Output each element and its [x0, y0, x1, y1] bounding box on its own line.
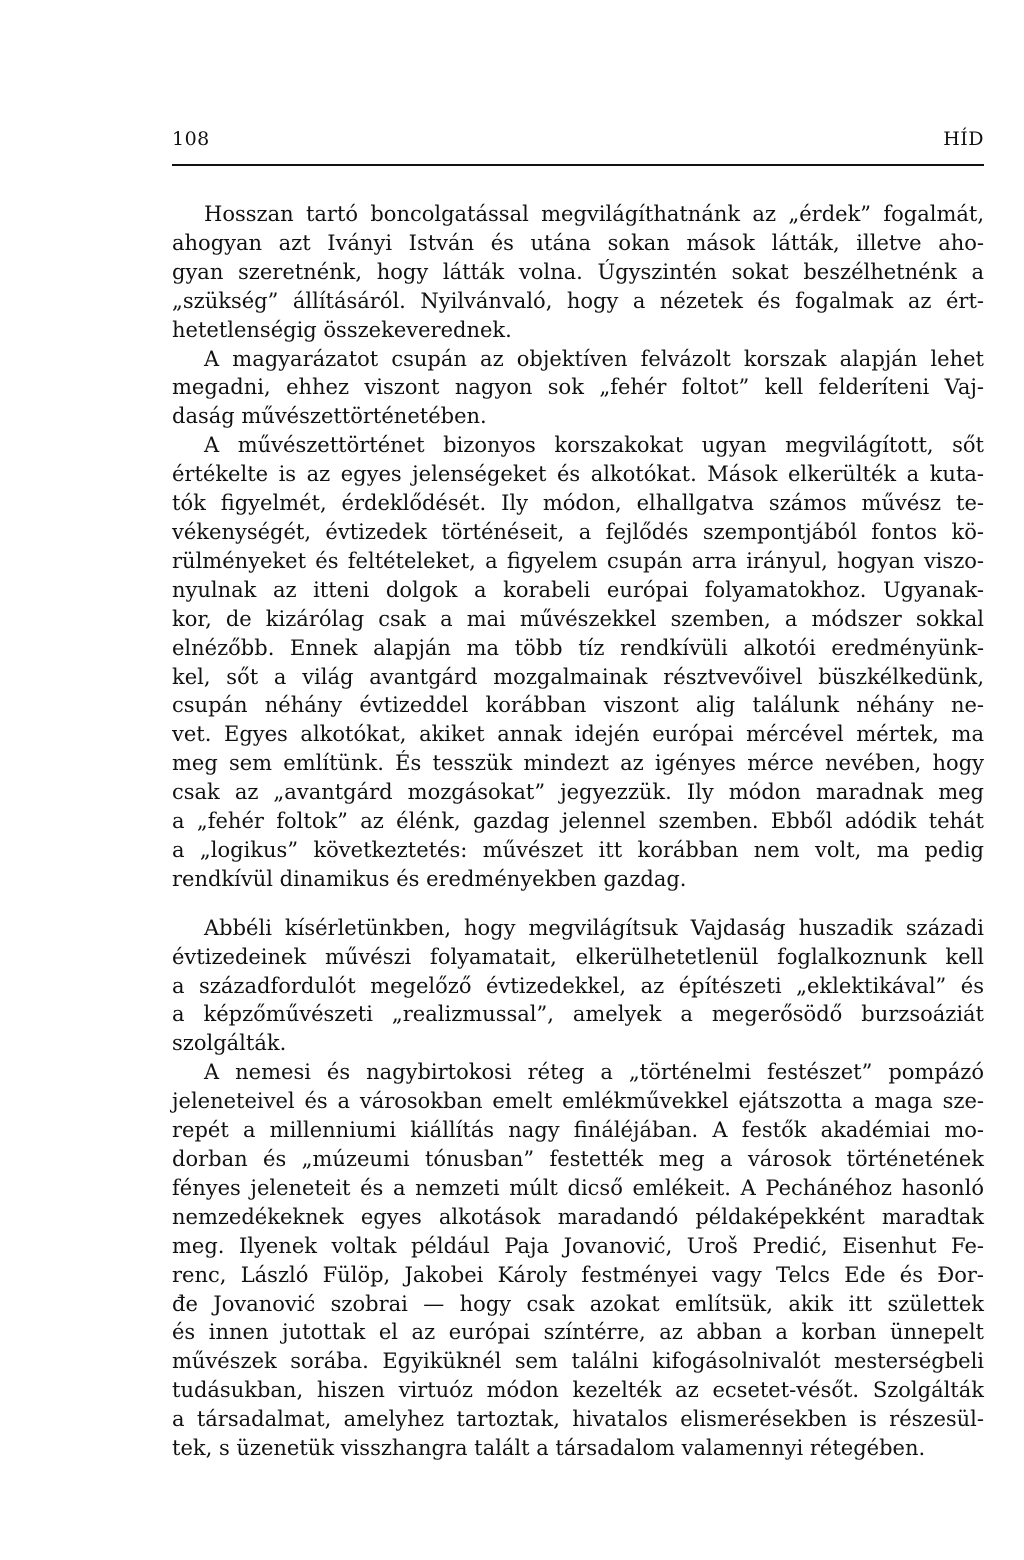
paragraph — [172, 345, 984, 432]
text-line: hetetlenségig összekeverednek. — [172, 317, 512, 342]
text-line: rendkívül dinamikus és eredményekben gazdag. — [172, 866, 687, 891]
text-line: művészek sorába. Egyiküknél sem találni kifogásolnivalót mesterségbeli — [172, 1349, 984, 1374]
text-line: tek, s üzenetük visszhangra talált a társadalom valamennyi rétegében. — [172, 1436, 926, 1461]
text-line: kel, sőt a világ avantgárd mozgalmainak résztvevőivel büszkélkedünk, — [172, 664, 984, 689]
text-line: a „fehér foltok” az élénk, gazdag jelennel szemben. Ebből adódik tehát — [172, 809, 984, 834]
text-line: tudásukban, hiszen virtuóz módon kezelték az ecsetet-vésőt. Szolgálták — [172, 1378, 984, 1403]
text-line: elnézőbb. Ennek alapján ma több tíz rendkívüli alkotói eredményünk- — [172, 635, 984, 660]
text-line: repét a millenniumi kiállítás nagy fináléjában. A festők akadémiai mo- — [172, 1118, 984, 1143]
paragraph — [172, 431, 984, 894]
paragraph — [172, 200, 984, 345]
text-line: jeleneteivel és a városokban emelt emlékművekkel ejátszotta a maga sze- — [172, 1089, 984, 1114]
text-line: fényes jeleneteit és a nemzeti múlt dicső emlékeit. A Pechánéhoz hasonló — [172, 1175, 984, 1200]
text-line: gyan szeretnénk, hogy látták volna. Úgyszintén sokat beszélhetnénk a — [172, 259, 984, 284]
text-line: renc, László Fülöp, Jakobei Károly festményei vagy Telcs Ede és Đor- — [172, 1262, 984, 1287]
text-line: szolgálták. — [172, 1031, 287, 1056]
text-line: tók figyelmét, érdeklődését. Ily módon, elhallgatva számos művész te- — [172, 491, 984, 516]
text-line: a társadalmat, amelyhez tartoztak, hivatalos elismerésekben is részesül- — [172, 1407, 984, 1432]
book-page — [172, 128, 984, 1463]
text-line: évtizedeinek művészi folyamatait, elkerülhetetlenül foglalkoznunk kell — [172, 944, 984, 969]
text-line: értékelte is az egyes jelenségeket és alkotókat. Mások elkerülték a kuta- — [172, 462, 984, 487]
text-line: meg. Ilyenek voltak például Paja Jovanović, Uroš Predić, Eisenhut Fe- — [172, 1233, 984, 1258]
text-line: nemzedékeknek egyes alkotások maradandó példaképekként maradtak — [172, 1204, 984, 1229]
text-line: vet. Egyes alkotókat, akiket annak idején európai mércével mértek, ma — [172, 722, 984, 747]
paragraph-gap — [172, 894, 984, 914]
text-line: ahogyan azt Iványi István és utána sokan mások látták, illetve aho- — [172, 230, 984, 255]
text-line: „szükség” állításáról. Nyilvánvaló, hogy a nézetek és fogalmak az ért- — [172, 288, 984, 313]
text-line: csupán néhány évtizeddel korábban viszont alig találunk néhány ne- — [172, 693, 984, 718]
text-line: Abbéli kísérletünkben, hogy megvilágítsuk Vajdaság huszadik századi — [204, 915, 984, 940]
paragraph — [172, 1058, 984, 1463]
text-line: a századfordulót megelőző évtizedekkel, az építészeti „eklektikával” és — [172, 973, 984, 998]
text-line: A nemesi és nagybirtokosi réteg a „történelmi festészet” pompázó — [204, 1060, 984, 1085]
page-number: 108 — [172, 128, 210, 150]
text-line: megadni, ehhez viszont nagyon sok „fehér foltot” kell felderíteni Vaj- — [172, 375, 984, 400]
text-line: csak az „avantgárd mozgásokat” jegyezzük. Ily módon maradnak meg — [172, 780, 984, 805]
body-text — [172, 200, 984, 1463]
text-line: kor, de kizárólag csak a mai művészekkel szemben, a módszer sokkal — [172, 606, 984, 631]
text-line: đe Jovanović szobrai — hogy csak azokat említsük, akik itt születtek — [172, 1291, 984, 1316]
text-line: Hosszan tartó boncolgatással megvilágíthatnánk az „érdek” fogalmát, — [204, 202, 984, 226]
text-line: dorban és „múzeumi tónusban” festették meg a városok történetének — [172, 1147, 984, 1171]
text-line: vékenységét, évtizedek történéseit, a fejlődés szempontjából fontos kö- — [172, 519, 984, 544]
running-head — [172, 128, 984, 162]
text-line: nyulnak az itteni dolgok a korabeli európai folyamatokhoz. Ugyanak- — [172, 577, 984, 602]
text-line: rülményeket és feltételeket, a figyelem csupán arra irányul, hogyan viszo- — [172, 548, 984, 573]
text-line: A művészettörténet bizonyos korszakokat ugyan megvilágított, sőt — [204, 433, 984, 458]
paragraph — [172, 914, 984, 1059]
text-line: a „logikus” következtetés: művészet itt korábban nem volt, ma pedig — [172, 837, 984, 862]
header-rule — [172, 164, 984, 166]
journal-name: HÍD — [943, 128, 984, 150]
text-line: daság művészettörténetében. — [172, 404, 487, 429]
text-line: és innen jutottak el az európai színtérre, az abban a korban ünnepelt — [172, 1320, 984, 1345]
text-line: meg sem említünk. És tesszük mindezt az igényes mérce nevében, hogy — [172, 751, 984, 776]
text-line: a képzőművészeti „realizmussal”, amelyek a megerősödő burzsoáziát — [172, 1002, 984, 1027]
text-line: A magyarázatot csupán az objektíven felvázolt korszak alapján lehet — [204, 346, 984, 371]
